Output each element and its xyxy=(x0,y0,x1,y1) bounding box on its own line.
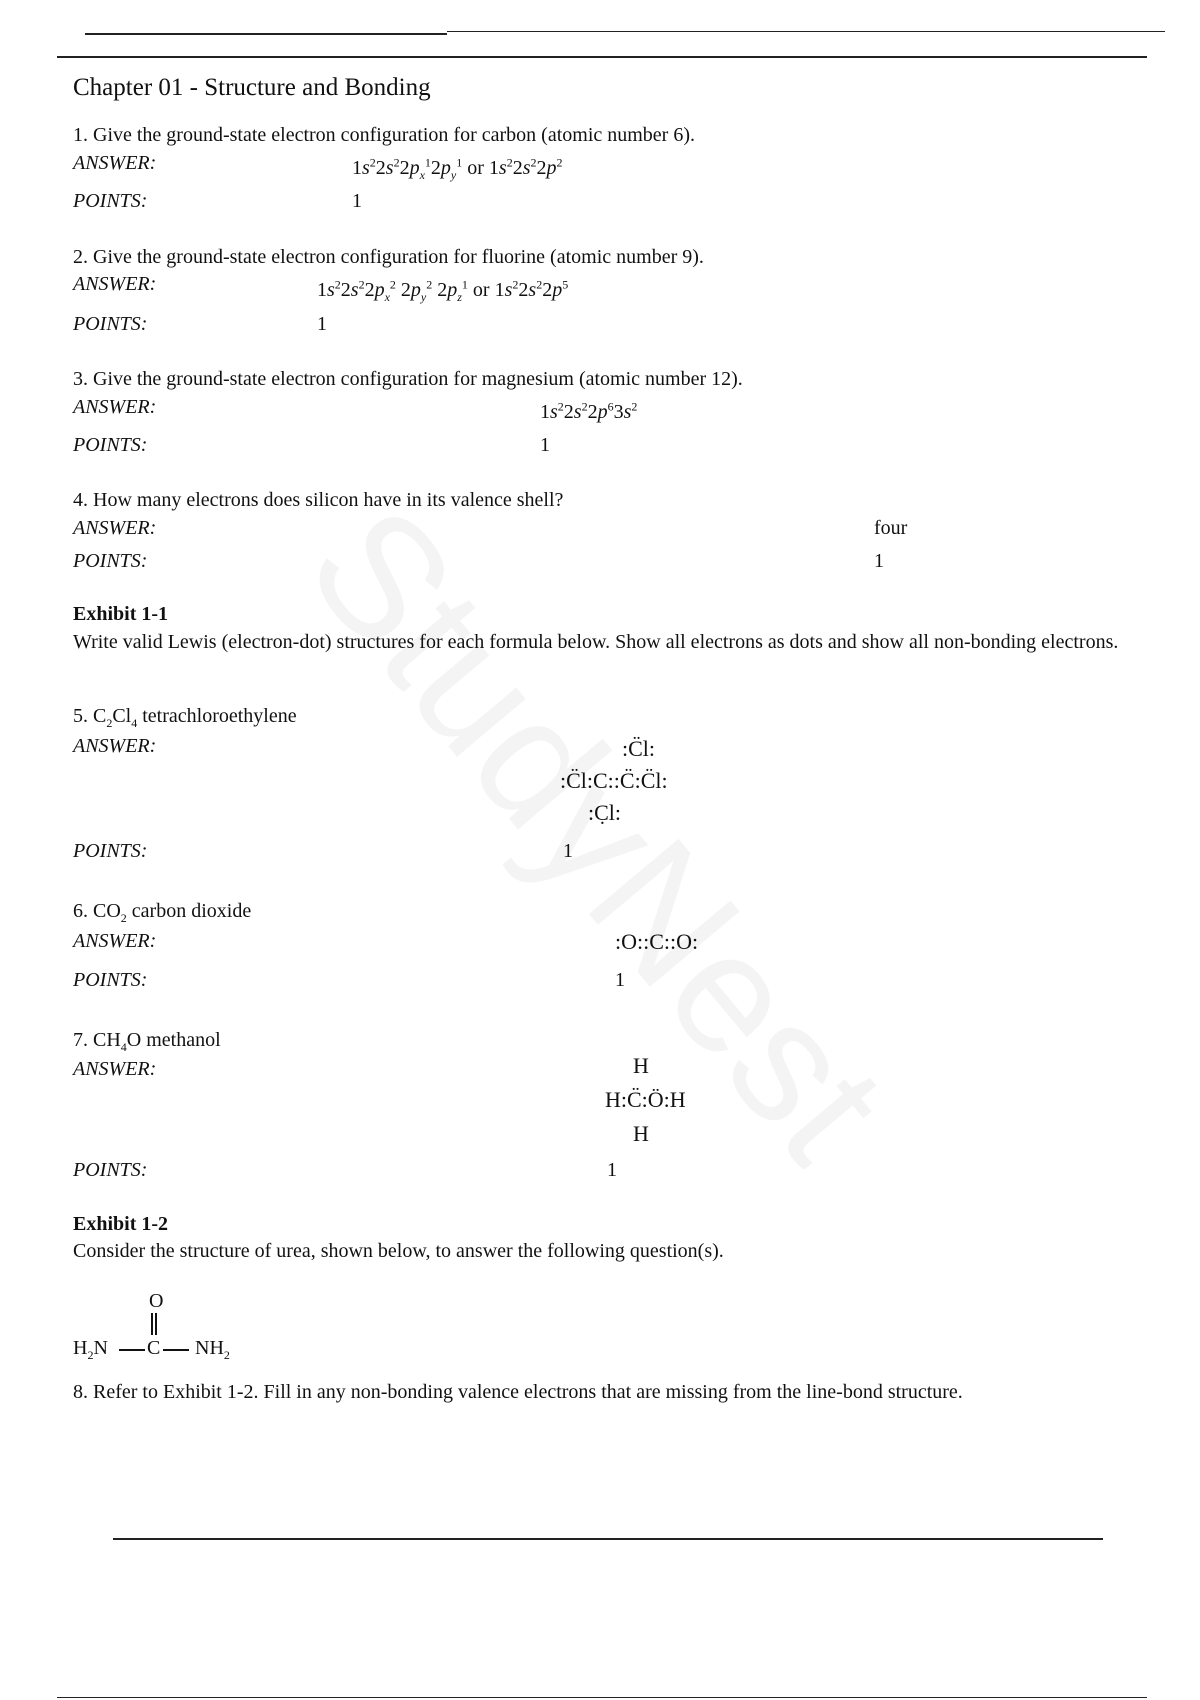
points-label-5: POINTS: xyxy=(73,840,148,862)
c2cl4-main: :C̈l:C::C̈:C̈l: xyxy=(560,768,668,793)
lewis-co2: :O::C::O: xyxy=(615,929,699,954)
points-label-6: POINTS: xyxy=(73,969,148,991)
answer-label-7: ANSWER: xyxy=(73,1058,157,1080)
question-4-points: 1 xyxy=(874,550,884,572)
answer-label-3: ANSWER: xyxy=(73,396,157,418)
question-6-text: 6. $CO_2$ carbon dioxide xyxy=(73,900,252,925)
answer-label-4: ANSWER: xyxy=(73,517,157,539)
question-4-text: 4. How many electrons does silicon have in its valence shell? xyxy=(73,489,564,511)
lewis-ch4o xyxy=(605,1055,725,1155)
urea-double-bond xyxy=(151,1313,157,1335)
exhibit-1-2-title: Exhibit 1-2 xyxy=(73,1213,169,1235)
header-rule-short xyxy=(85,33,447,35)
answer-2-formula: $1s^22s^22p_x^2$ $2p_y^2$ $2p_z^1$ or $1s^22s^22p^5$ xyxy=(317,277,569,304)
answer-label-5: ANSWER: xyxy=(73,735,157,757)
urea-structure xyxy=(73,1285,273,1365)
question-8-text: 8. Refer to Exhibit 1-2. Fill in any non-bonding valence electrons that are missing from the line-bond structure. xyxy=(73,1381,963,1403)
question-4-answer: four xyxy=(874,517,908,539)
question-2-text: 2. Give the ground-state electron configuration for fluorine (atomic number 9). xyxy=(73,246,704,268)
header-rule-full xyxy=(57,56,1147,58)
answer-label-1: ANSWER: xyxy=(73,152,157,174)
question-2-answer xyxy=(317,279,568,302)
bottom-rule xyxy=(57,1697,1147,1698)
urea-carbon: C xyxy=(147,1337,161,1359)
points-label-1: POINTS: xyxy=(73,190,148,212)
points-label-3: POINTS: xyxy=(73,434,148,456)
c2cl4-bottom-cl: :C̣l: xyxy=(588,800,622,825)
points-label-7: POINTS: xyxy=(73,1159,148,1181)
answer-1-formula: $1s^22s^22p_x^12p_y^1$ or $1s^22s^22p^2$ xyxy=(352,155,563,182)
chapter-title: Chapter 01 - Structure and Bonding xyxy=(73,74,431,101)
footer-rule xyxy=(113,1538,1103,1540)
question-7-points: 1 xyxy=(607,1159,617,1181)
question-6-points: 1 xyxy=(615,969,625,991)
exhibit-1-1-text: Write valid Lewis (electron-dot) structures for each formula below. Show all electrons as dots and show all non-bonding electrons. xyxy=(73,631,1119,653)
lewis-c2cl4 xyxy=(560,730,700,830)
ch4o-main: H:C̈:Ö:H xyxy=(605,1087,686,1112)
ch4o-top-h: H xyxy=(633,1053,649,1078)
urea-right-bond xyxy=(163,1349,189,1351)
urea-right-nh2: $NH_2$ xyxy=(195,1337,230,1362)
answer-3-formula: $1s^22s^22p^63s^2$ xyxy=(540,399,638,423)
question-3-text: 3. Give the ground-state electron configuration for magnesium (atomic number 12). xyxy=(73,368,743,390)
exhibit-1-2-text: Consider the structure of urea, shown below, to answer the following question(s). xyxy=(73,1240,724,1262)
question-1-text: 1. Give the ground-state electron configuration for carbon (atomic number 6). xyxy=(73,124,696,146)
urea-left-nh2: $H_2N$ xyxy=(73,1337,108,1362)
ch4o-bottom-h: H xyxy=(633,1121,649,1146)
question-1-answer xyxy=(352,157,563,180)
question-7-text: 7. $CH_4O$ methanol xyxy=(73,1029,221,1054)
points-label-4: POINTS: xyxy=(73,550,148,572)
header-rule-long xyxy=(447,31,1165,32)
question-1-points: 1 xyxy=(352,190,362,212)
answer-label-6: ANSWER: xyxy=(73,930,157,952)
c2cl4-top-cl: :C̈l: xyxy=(622,736,656,761)
exhibit-1-1-title: Exhibit 1-1 xyxy=(73,603,169,625)
question-5-text: 5. $C_2Cl_4$ tetrachloroethylene xyxy=(73,705,297,730)
points-label-2: POINTS: xyxy=(73,313,148,335)
urea-oxygen: O xyxy=(149,1290,164,1312)
question-3-points: 1 xyxy=(540,434,550,456)
question-3-answer xyxy=(540,401,637,424)
question-2-points: 1 xyxy=(317,313,327,335)
answer-label-2: ANSWER: xyxy=(73,273,157,295)
watermark xyxy=(270,470,924,1197)
question-5-points: 1 xyxy=(563,840,573,862)
urea-left-bond xyxy=(119,1349,145,1351)
